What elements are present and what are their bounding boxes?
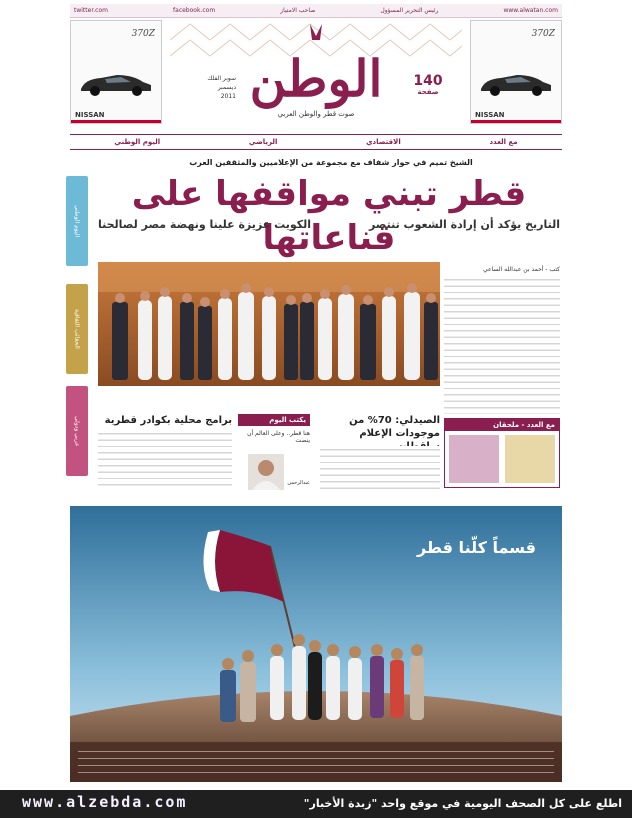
page-count: [408, 74, 448, 96]
columnist-quote: هنا قطر.. وعلى العالم أن ينصت: [247, 430, 310, 444]
masthead-tagline: صوت قطر والوطن العربي: [277, 110, 355, 118]
date-line: ديسمبر: [217, 84, 236, 91]
section-navbar: [70, 134, 562, 150]
topbar-item[interactable]: www.alwatan.com: [503, 7, 558, 14]
supplement-head: مع العدد - ملحقان: [445, 419, 559, 431]
story-body: [98, 430, 232, 490]
sidebar-tab-culture[interactable]: الحقائب الثقافية: [66, 284, 88, 374]
columnist-name: عبدالرحمن: [287, 480, 310, 486]
car-icon: [477, 69, 555, 97]
topbar-item: رئيس التحرير المسؤول: [380, 7, 439, 14]
topbar-item: صاحب الامتياز: [280, 7, 316, 14]
car-icon: [77, 69, 155, 97]
date-line: 2011: [220, 93, 236, 100]
lead-body-text: [444, 276, 560, 414]
campaign-title: قسماً كلّنا قطر: [416, 538, 536, 557]
supplement-cover: [449, 435, 499, 483]
topbar-item[interactable]: facebook.com: [173, 7, 216, 14]
date-box: [180, 74, 236, 101]
car-ad-right[interactable]: [470, 20, 562, 124]
ad-brand: NISSAN: [75, 111, 105, 119]
ad-brand: NISSAN: [475, 111, 505, 119]
footer-slogan: اطلع على كل الصحف اليومية في موقع واحد "زبدة الأخبار": [303, 797, 622, 810]
topbar-item[interactable]: twitter.com: [74, 7, 108, 14]
top-info-bar: [70, 4, 562, 18]
date-line: سوبر الفلك: [207, 75, 236, 82]
lead-byline: كتب - أحمد بن عبدالله الساعي: [483, 266, 560, 273]
subhead: الكويت عزيزة علينا ونهضة مصر لصالحنا: [98, 218, 312, 231]
lead-kicker: الشيخ تميم في حوار شفاف مع مجموعة من الإعلاميين والمثقفين العرب: [189, 158, 473, 167]
ad-model: 370Z: [131, 29, 155, 39]
ad-brand-bar: [471, 120, 561, 123]
lead-headline[interactable]: قطر تبني مواقفها على قناعاتها: [131, 174, 527, 258]
ad-model: 370Z: [531, 29, 555, 39]
lead-subheads: [98, 218, 560, 231]
sidebar-tab-world[interactable]: عربي ودولي: [66, 386, 88, 476]
nav-item[interactable]: مع العدد: [489, 138, 518, 146]
masthead-logo[interactable]: الوطن: [249, 49, 383, 108]
story-title[interactable]: برامج محلية بكوادر قطرية: [104, 415, 232, 426]
supplement-cover: [505, 435, 555, 483]
sidebar-tab-national-day[interactable]: اليوم الوطني: [66, 176, 88, 266]
nav-item[interactable]: الرياضي: [248, 138, 278, 146]
car-ad-left[interactable]: [70, 20, 162, 124]
section-sidebar: [66, 176, 88, 488]
columnist-head: يكتب اليوم: [238, 414, 310, 426]
nav-item[interactable]: الاقتصادي: [366, 138, 401, 146]
page-count-number: 140: [413, 73, 443, 89]
story-body: [320, 446, 440, 490]
campaign-body-text: [78, 748, 554, 778]
subhead: التاريخ يؤكد أن إرادة الشعوب تنتصر: [368, 218, 560, 231]
page-count-label: صفحة: [417, 88, 439, 96]
footer-site-link[interactable]: www.alzebda.com: [22, 793, 188, 811]
nav-item[interactable]: اليوم الوطني: [114, 138, 161, 146]
story-title[interactable]: الصيدلي: 70% من موجودات الإعلام: [349, 415, 440, 439]
group-photo: [98, 262, 440, 386]
columnist-portrait-icon: [248, 454, 284, 490]
columnist-box[interactable]: [238, 414, 310, 490]
supplement-box[interactable]: [444, 418, 560, 488]
ad-brand-bar: [71, 120, 161, 123]
